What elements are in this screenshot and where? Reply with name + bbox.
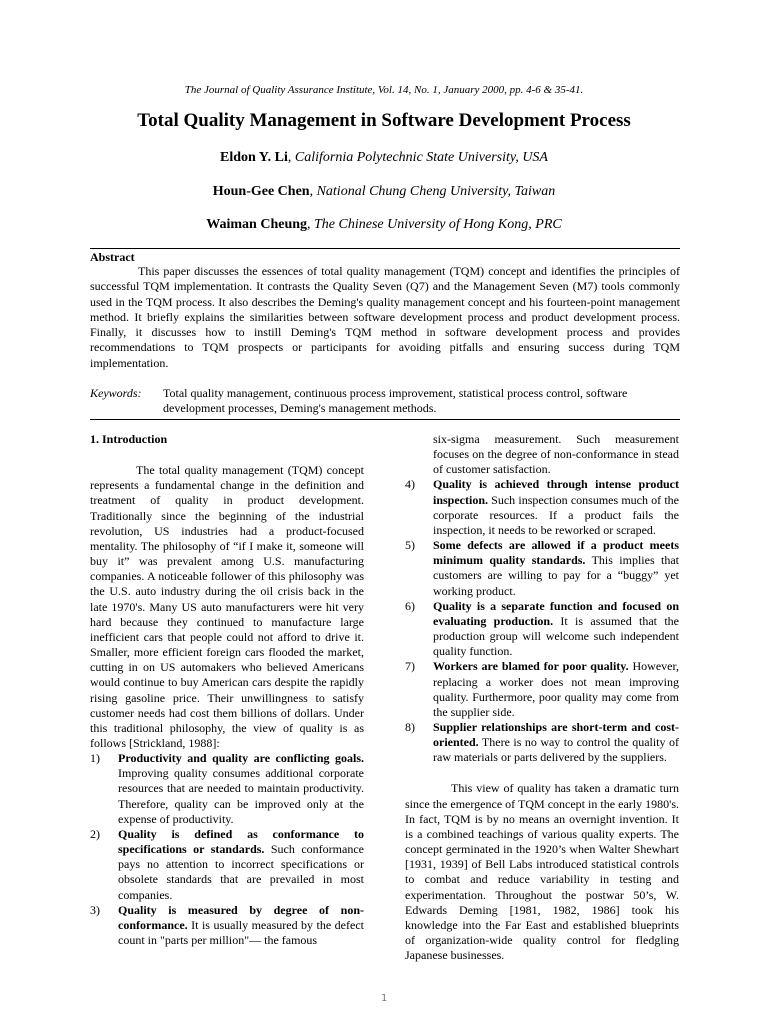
list-item-text: This implies that customers are willing to pay for a “buggy” yet working product. — [433, 553, 679, 598]
intro-paragraph: The total quality management (TQM) concept represents a fundamental change in the definition and treatment of quality in product development. Traditionally since the beginning of the industrial revolution, US industries had a product-focused mentality. The philosophy of “if I make it, someone will buy it” was prevalent among U.S. manufacturing companies. A noticeable follower of this philosophy was the U.S. auto industry during the oil crisis back in the late 1970's. Many US auto manufacturers were hit very hard because they continued to manufacture large inefficient cars that people could not afford to drive it. Smaller, more efficient foreign cars flooded the market, cutting in on US automakers who believed Americans would continue to buy American cars despite the rapidly rising gasoline price. Their unwillingness to satisfy customer needs had cost them billions of dollars. Under this traditional philosophy, the view of quality is as follows [Strickland, 1988]: — [90, 463, 364, 750]
abstract-top-rule — [90, 248, 680, 249]
list-item — [405, 599, 679, 660]
list-item-text: It is usually measured by the defect count in "parts per million"— the famous — [118, 917, 364, 947]
page-number: 1 — [380, 993, 388, 1004]
author-line: Waiman Cheung, The Chinese University of Hong Kong, PRC — [206, 217, 562, 232]
paper-title: Total Quality Management in Software Development Process — [137, 110, 631, 131]
abstract-heading: Abstract — [90, 250, 135, 264]
list-number: 3) — [90, 902, 100, 917]
section-heading: 1. Introduction — [90, 432, 168, 446]
journal-citation: The Journal of Quality Assurance Institute, Vol. 14, No. 1, January 2000, pp. 4-6 & 35-41. — [184, 84, 584, 96]
list-item-lead: Productivity and quality are conflicting goals. — [118, 751, 364, 766]
author-name: Eldon Y. Li — [220, 150, 288, 165]
author-affiliation: The Chinese University of Hong Kong, PRC — [314, 217, 562, 232]
abstract-text: This paper discusses the essences of total quality management (TQM) concept and identifies the principles of successful TQM implementation. It contrasts the Quality Seven (Q7) and the Management Seven (M7) tools commonly used in the TQM process. It also describes the Deming's quality management concept and his fourteen-point management method. It briefly explains the similarities between software development process and product development process. Finally, it discusses how to instill Deming's TQM method in software development process and provides recommendations to TQM prospects or participants for avoiding pitfalls and ensuring success during TQM implementation. — [90, 264, 680, 370]
list-item — [90, 827, 364, 903]
list-item — [90, 751, 364, 827]
list-item-lead: Quality is measured by degree of non-conformance. — [118, 902, 364, 932]
list-number: 8) — [405, 719, 415, 734]
left-column — [90, 432, 364, 948]
list-item-lead: Workers are blamed for poor quality. — [433, 659, 629, 674]
author-name: Houn-Gee Chen — [212, 184, 310, 199]
list-item — [405, 538, 679, 599]
closing-paragraph: This view of quality has taken a dramatic turn since the emergence of TQM concept in the early 1980's. In fact, TQM is by no means an overnight invention. It is a combined teachings of various quality experts. The concept germinated in the 1920’s when Walter Shewhart [1931, 1939] of Bell Labs introduced statistical controls to combat and reduce variability in testing and experimentation. Throughout the postwar 50’s, W. Edwards Deming [1981, 1982, 1986] took his knowledge into the Far East and established blueprints of organization-wide quality control for fledgling Japanese businesses. — [405, 781, 679, 963]
author-affiliation: National Chung Cheng University, Taiwan — [316, 184, 556, 199]
list-item-text: There is no way to control the quality of raw materials or parts delivered by the suppliers. — [433, 735, 679, 765]
list-item-lead: Quality is defined as conformance to specifications or standards. — [118, 826, 364, 857]
list-item-text: However, replacing a worker does not mean improving quality. Furthermore, poor quality may come from the supplier side. — [433, 659, 679, 719]
list-number: 7) — [405, 659, 415, 674]
list-item — [405, 659, 679, 720]
list-number: 1) — [90, 751, 100, 766]
right-column — [405, 432, 679, 963]
list-item-text: Improving quality consumes additional corporate resources that are needed to maintain productivity. Therefore, quality can be improved only at the expense of productivity. — [118, 766, 364, 826]
paragraph-gap — [405, 765, 679, 781]
list-number: 6) — [405, 598, 415, 613]
keywords-text: Total quality management, continuous process improvement, statistical process control, software development processes, Deming's management methods. — [163, 386, 628, 416]
list-item-continuation: six-sigma measurement. Such measurement focuses on the degree of non-conformance in stead of customer satisfaction. — [433, 432, 679, 477]
author-line: Eldon Y. Li, California Polytechnic State University, USA — [220, 150, 548, 165]
list-item — [90, 903, 364, 948]
list-item-text: It is assumed that the production group will welcome such independent quality function. — [433, 613, 679, 659]
list-item-lead: Quality is a separate function and focused on evaluating production. — [433, 598, 679, 628]
list-item-lead: Some defects are allowed if a product meets minimum quality standards. — [433, 538, 679, 568]
list-item — [405, 477, 679, 538]
list-item-text: Such conformance pays no attention to incorrect specifications or obsolete standards that are prevailed in most companies. — [118, 842, 364, 902]
list-item-text: Such inspection consumes much of the corporate resources. If a product fails the inspection, it needs to be reworked or scraped. — [433, 492, 679, 537]
list-number: 2) — [90, 826, 100, 841]
list-number: 5) — [405, 538, 415, 553]
author-line: Houn-Gee Chen, National Chung Cheng University, Taiwan — [212, 184, 556, 199]
list-item-lead: Supplier relationships are short-term and cost-oriented. — [433, 719, 679, 750]
list-number: 4) — [405, 477, 415, 492]
list-item — [405, 720, 679, 765]
keywords-label: Keywords: — [90, 386, 142, 400]
list-item-lead: Quality is achieved through intense product inspection. — [433, 477, 679, 507]
author-name: Waiman Cheung — [206, 217, 308, 232]
keywords-bottom-rule — [90, 419, 680, 420]
author-affiliation: California Polytechnic State University, USA — [294, 150, 548, 165]
